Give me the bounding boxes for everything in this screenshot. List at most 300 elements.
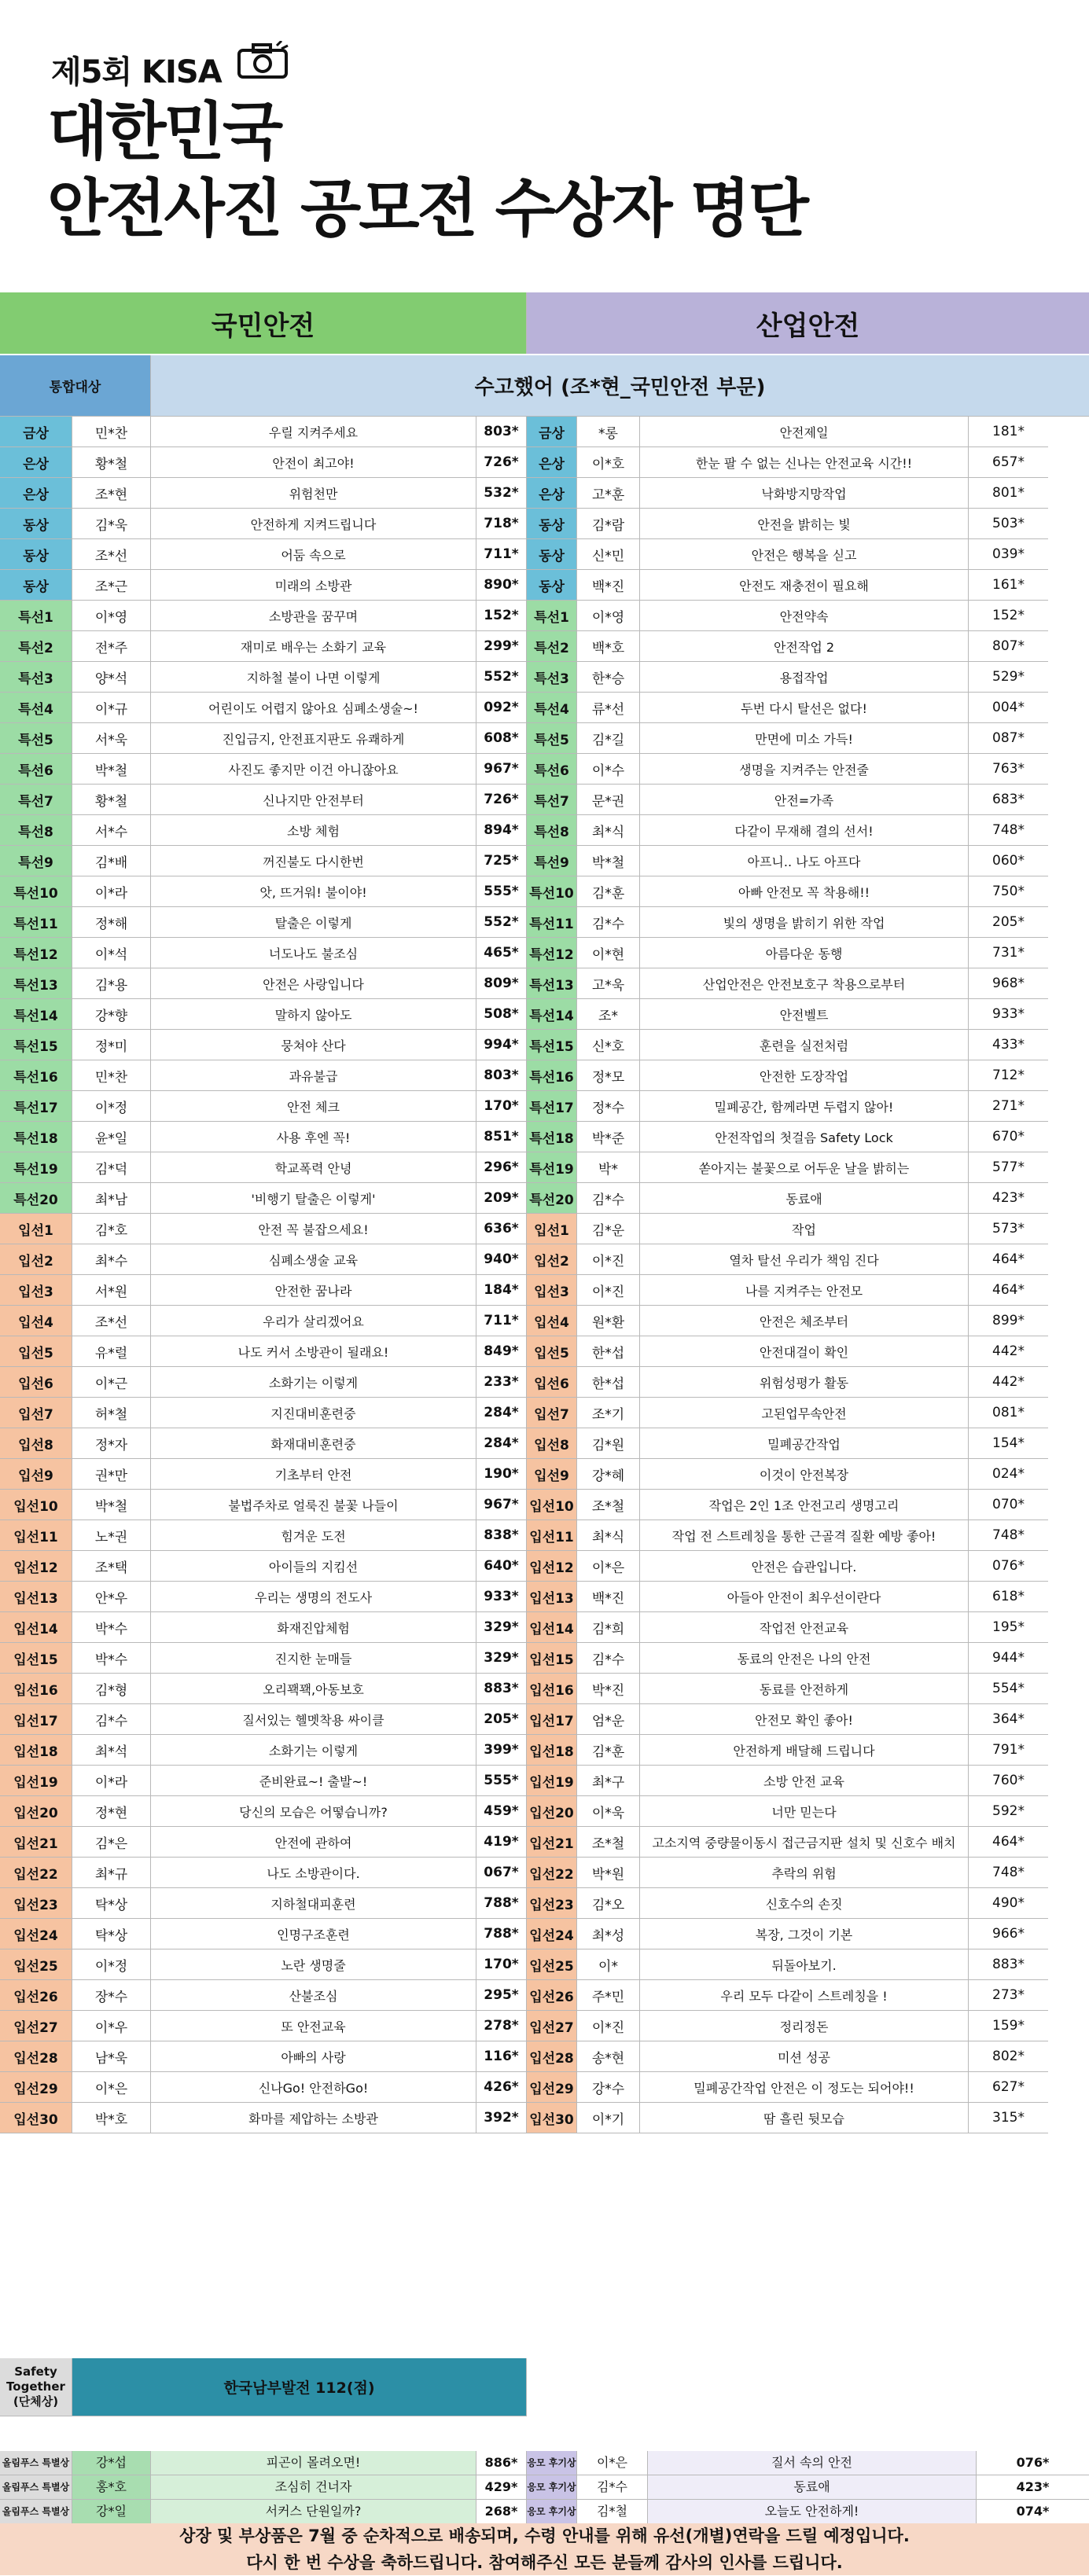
industrial-name-cell: 조*기 [577,1398,640,1428]
civil-name-cell: 김*은 [72,1827,151,1858]
table-row [0,631,1089,662]
civil-title-cell: 화재진압체험 [151,1612,476,1643]
table-row [0,1490,1089,1520]
civil-title-cell: 진입금지, 안전표지판도 유쾌하게 [151,723,476,754]
industrial-title-cell: 고된업무속안전 [640,1398,969,1428]
civil-name-cell: 최*수 [72,1244,151,1275]
table-row [0,1398,1089,1428]
civil-phone-cell: 170* [476,1091,527,1122]
civil-name-cell: 권*만 [72,1459,151,1490]
industrial-award-cell: 특선19 [527,1152,577,1183]
industrial-award-cell: 특선20 [527,1183,577,1214]
industrial-phone-cell: 464* [969,1827,1048,1858]
civil-phone-cell: 608* [476,723,527,754]
civil-title-cell: 안전 꼭 불잡으세요! [151,1214,476,1244]
industrial-title-cell: 아름다운 동행 [640,938,969,968]
civil-award-cell: 특선10 [0,876,72,907]
industrial-name-cell: 최*구 [577,1766,640,1796]
olympus-award-cell: 올림푸스 특별상 [0,2451,72,2475]
civil-title-cell: 화재대비훈련중 [151,1428,476,1459]
table-row [0,1796,1089,1827]
industrial-award-cell: 입선11 [527,1520,577,1551]
civil-title-cell: 심폐소생술 교육 [151,1244,476,1275]
civil-name-cell: 박*수 [72,1643,151,1674]
industrial-award-cell: 입선6 [527,1367,577,1398]
table-row [0,1306,1089,1336]
industrial-phone-cell: 657* [969,447,1048,478]
civil-phone-cell: 552* [476,907,527,938]
civil-name-cell: 정*미 [72,1030,151,1060]
civil-phone-cell: 967* [476,1490,527,1520]
civil-award-cell: 입선5 [0,1336,72,1367]
civil-award-cell: 특선1 [0,601,72,631]
industrial-name-cell: 강*혜 [577,1459,640,1490]
civil-phone-cell: 295* [476,1980,527,2011]
industrial-name-cell: 김*수 [577,1183,640,1214]
civil-phone-cell: 419* [476,1827,527,1858]
industrial-title-cell: 아프니.. 나도 아프다 [640,846,969,876]
civil-name-cell: 양*석 [72,662,151,693]
civil-award-cell: 특선20 [0,1183,72,1214]
industrial-award-cell: 특선4 [527,693,577,723]
civil-award-cell: 특선6 [0,754,72,785]
civil-phone-cell: 849* [476,1336,527,1367]
civil-name-cell: 전*주 [72,631,151,662]
industrial-phone-cell: 060* [969,846,1048,876]
civil-title-cell: 어둠 속으로 [151,539,476,570]
civil-phone-cell: 555* [476,1766,527,1796]
civil-name-cell: 최*석 [72,1735,151,1766]
industrial-award-cell: 입선26 [527,1980,577,2011]
industrial-title-cell: 밀폐공간작업 [640,1428,969,1459]
industrial-title-cell: 정리정돈 [640,2011,969,2041]
review-title-cell: 질서 속의 안전 [648,2451,977,2475]
industrial-title-cell: 밀폐공간작업 안전은 이 정도는 되어야!! [640,2072,969,2103]
civil-name-cell: 조*현 [72,478,151,509]
civil-phone-cell: 640* [476,1551,527,1582]
civil-title-cell: 불법주차로 얼룩진 불꽃 나들이 [151,1490,476,1520]
industrial-name-cell: 최*성 [577,1919,640,1949]
table-row [0,1122,1089,1152]
industrial-award-cell: 입선29 [527,2072,577,2103]
industrial-name-cell: 이*호 [577,447,640,478]
industrial-title-cell: 낙화방지망작업 [640,478,969,509]
civil-name-cell: 최*남 [72,1183,151,1214]
industrial-phone-cell: 195* [969,1612,1048,1643]
industrial-name-cell: 이*현 [577,938,640,968]
olympus-phone-cell: 268* [476,2500,527,2524]
special-award-table [0,2451,1089,2524]
industrial-award-cell: 입선20 [527,1796,577,1827]
industrial-name-cell: 엄*운 [577,1704,640,1735]
civil-phone-cell: 726* [476,785,527,815]
table-row [0,1152,1089,1183]
industrial-phone-cell: 273* [969,1980,1048,2011]
civil-name-cell: 이*규 [72,693,151,723]
civil-title-cell: 안전한 꿈나라 [151,1275,476,1306]
industrial-name-cell: 강*수 [577,2072,640,2103]
civil-name-cell: 탁*상 [72,1919,151,1949]
civil-award-cell: 특선18 [0,1122,72,1152]
category-industrial: 산업안전 [527,292,1089,354]
industrial-title-cell: 안전=가족 [640,785,969,815]
civil-name-cell: 조*택 [72,1551,151,1582]
industrial-title-cell: 미션 성공 [640,2041,969,2072]
civil-phone-cell: 399* [476,1735,527,1766]
industrial-phone-cell: 271* [969,1091,1048,1122]
civil-name-cell: 탁*상 [72,1888,151,1919]
industrial-phone-cell: 968* [969,968,1048,999]
industrial-phone-cell: 070* [969,1490,1048,1520]
industrial-award-cell: 은상 [527,447,577,478]
table-row [0,693,1089,723]
industrial-phone-cell: 883* [969,1949,1048,1980]
review-phone-cell: 076* [977,2451,1089,2475]
civil-award-cell: 특선17 [0,1091,72,1122]
table-row [0,539,1089,570]
industrial-phone-cell: 763* [969,754,1048,785]
civil-phone-cell: 426* [476,2072,527,2103]
review-title-cell: 오늘도 안전하게! [648,2500,977,2524]
civil-name-cell: 김*호 [72,1214,151,1244]
industrial-phone-cell: 748* [969,1520,1048,1551]
civil-award-cell: 입선11 [0,1520,72,1551]
review-award-cell: 응모 후기상 [527,2475,577,2500]
industrial-name-cell: 김*훈 [577,876,640,907]
industrial-title-cell: 안전모 확인 좋아! [640,1704,969,1735]
industrial-award-cell: 입선2 [527,1244,577,1275]
civil-name-cell: 박*철 [72,1490,151,1520]
civil-phone-cell: 803* [476,417,527,447]
industrial-award-cell: 입선25 [527,1949,577,1980]
industrial-name-cell: 이*영 [577,601,640,631]
civil-phone-cell: 233* [476,1367,527,1398]
industrial-award-cell: 입선12 [527,1551,577,1582]
civil-phone-cell: 894* [476,815,527,846]
olympus-title-cell: 조심히 건너자 [151,2475,476,2500]
civil-name-cell: 박*호 [72,2103,151,2133]
table-row [0,1060,1089,1091]
grand-prize-title: 수고했어 (조*현_국민안전 부문) [151,355,1089,417]
civil-title-cell: 기초부터 안전 [151,1459,476,1490]
civil-name-cell: 조*근 [72,570,151,601]
civil-title-cell: 소방 체험 [151,815,476,846]
table-row [0,1459,1089,1490]
industrial-award-cell: 입선14 [527,1612,577,1643]
civil-name-cell: 강*향 [72,999,151,1030]
industrial-phone-cell: 004* [969,693,1048,723]
civil-name-cell: 이*석 [72,938,151,968]
industrial-name-cell: 최*식 [577,815,640,846]
civil-award-cell: 입선23 [0,1888,72,1919]
civil-phone-cell: 152* [476,601,527,631]
industrial-title-cell: 안전은 습관입니다. [640,1551,969,1582]
olympus-phone-cell: 429* [476,2475,527,2500]
civil-award-cell: 입선1 [0,1214,72,1244]
civil-phone-cell: 890* [476,570,527,601]
table-row [0,1980,1089,2011]
industrial-phone-cell: 442* [969,1367,1048,1398]
table-row [0,876,1089,907]
industrial-title-cell: 신호수의 손짓 [640,1888,969,1919]
industrial-title-cell: 안전은 행복을 싣고 [640,539,969,570]
industrial-phone-cell: 554* [969,1674,1048,1704]
table-row [0,754,1089,785]
title-line-1: 대한민국 [47,95,281,168]
civil-title-cell: 너도나도 불조심 [151,938,476,968]
civil-phone-cell: 465* [476,938,527,968]
civil-title-cell: 탈출은 이렇게 [151,907,476,938]
civil-award-cell: 특선12 [0,938,72,968]
industrial-phone-cell: 024* [969,1459,1048,1490]
industrial-phone-cell: 087* [969,723,1048,754]
civil-award-cell: 특선2 [0,631,72,662]
industrial-title-cell: 안전작업 2 [640,631,969,662]
civil-title-cell: 화마를 제압하는 소방관 [151,2103,476,2133]
civil-award-cell: 입선27 [0,2011,72,2041]
industrial-award-cell: 은상 [527,478,577,509]
civil-title-cell: 안전은 사랑입니다 [151,968,476,999]
camera-icon [236,41,291,80]
industrial-award-cell: 특선8 [527,815,577,846]
civil-title-cell: 지진대비훈련중 [151,1398,476,1428]
industrial-award-cell: 입선7 [527,1398,577,1428]
table-row [0,1643,1089,1674]
civil-name-cell: 김*덕 [72,1152,151,1183]
civil-name-cell: 민*찬 [72,1060,151,1091]
industrial-phone-cell: 442* [969,1336,1048,1367]
industrial-phone-cell: 433* [969,1030,1048,1060]
civil-phone-cell: 636* [476,1214,527,1244]
industrial-name-cell: 김*람 [577,509,640,539]
table-row [0,509,1089,539]
civil-award-cell: 입선19 [0,1766,72,1796]
industrial-title-cell: 작업 전 스트레칭을 통한 근골격 질환 예방 좋아! [640,1520,969,1551]
civil-award-cell: 입선7 [0,1398,72,1428]
table-row [0,478,1089,509]
table-row [0,1244,1089,1275]
industrial-phone-cell: 933* [969,999,1048,1030]
industrial-title-cell: 안전한 도장작업 [640,1060,969,1091]
industrial-name-cell: 원*환 [577,1306,640,1336]
civil-phone-cell: 788* [476,1919,527,1949]
industrial-name-cell: 주*민 [577,1980,640,2011]
industrial-award-cell: 특선2 [527,631,577,662]
table-row [0,938,1089,968]
civil-title-cell: 노란 생명줄 [151,1949,476,1980]
civil-award-cell: 입선15 [0,1643,72,1674]
industrial-name-cell: 한*섭 [577,1336,640,1367]
civil-award-cell: 특선8 [0,815,72,846]
olympus-award-cell: 올림푸스 특별상 [0,2500,72,2524]
category-civil: 국민안전 [0,292,527,354]
table-row [0,846,1089,876]
civil-name-cell: 안*우 [72,1582,151,1612]
industrial-name-cell: 김*원 [577,1428,640,1459]
industrial-title-cell: 안전하게 배달해 드립니다 [640,1735,969,1766]
civil-name-cell: 장*수 [72,1980,151,2011]
industrial-award-cell: 특선15 [527,1030,577,1060]
civil-name-cell: 최*규 [72,1858,151,1888]
table-row [0,2041,1089,2072]
industrial-title-cell: 동료의 안전은 나의 안전 [640,1643,969,1674]
industrial-award-cell: 입선1 [527,1214,577,1244]
industrial-award-cell: 입선8 [527,1428,577,1459]
industrial-title-cell: 쏟아지는 불꽃으로 어두운 날을 밝히는 [640,1152,969,1183]
industrial-title-cell: 이것이 안전복장 [640,1459,969,1490]
civil-title-cell: 안전 체크 [151,1091,476,1122]
special-award-row [0,2500,1089,2524]
civil-title-cell: 우리가 살리겠어요 [151,1306,476,1336]
civil-title-cell: 오리꽥꽥,아동보호 [151,1674,476,1704]
table-row [0,1766,1089,1796]
civil-phone-cell: 092* [476,693,527,723]
civil-title-cell: 학교폭력 안녕 [151,1152,476,1183]
industrial-phone-cell: 750* [969,876,1048,907]
civil-award-cell: 입선26 [0,1980,72,2011]
industrial-phone-cell: 039* [969,539,1048,570]
industrial-name-cell: 김*길 [577,723,640,754]
civil-name-cell: 이*라 [72,876,151,907]
industrial-title-cell: 두번 다시 탈선은 없다! [640,693,969,723]
civil-title-cell: 질서있는 헬멧착용 싸이클 [151,1704,476,1735]
civil-title-cell: 진지한 눈매들 [151,1643,476,1674]
industrial-award-cell: 입선24 [527,1919,577,1949]
industrial-name-cell: 조*철 [577,1490,640,1520]
table-row [0,1367,1089,1398]
grand-prize-label: 통합대상 [0,355,151,417]
table-row [0,1091,1089,1122]
civil-award-cell: 입선16 [0,1674,72,1704]
industrial-award-cell: 입선30 [527,2103,577,2133]
industrial-name-cell: 이*진 [577,1275,640,1306]
industrial-name-cell: 백*호 [577,631,640,662]
civil-title-cell: 사용 후엔 꼭! [151,1122,476,1152]
industrial-name-cell: 김*희 [577,1612,640,1643]
industrial-phone-cell: 966* [969,1919,1048,1949]
industrial-title-cell: 작업 [640,1214,969,1244]
civil-title-cell: 재미로 배우는 소화기 교육 [151,631,476,662]
industrial-award-cell: 입선16 [527,1674,577,1704]
industrial-award-cell: 입선13 [527,1582,577,1612]
industrial-title-cell: 나를 지켜주는 안전모 [640,1275,969,1306]
industrial-title-cell: 산업안전은 안전보호구 착용으로부터 [640,968,969,999]
civil-award-cell: 입선28 [0,2041,72,2072]
civil-title-cell: 뭉쳐야 산다 [151,1030,476,1060]
civil-award-cell: 입선14 [0,1612,72,1643]
civil-award-cell: 동상 [0,570,72,601]
industrial-title-cell: 동료를 안전하게 [640,1674,969,1704]
industrial-title-cell: 훈련을 실전처럼 [640,1030,969,1060]
olympus-title-cell: 피곤이 몰려오면! [151,2451,476,2475]
industrial-award-cell: 특선5 [527,723,577,754]
civil-title-cell: 앗, 뜨거워! 불이야! [151,876,476,907]
industrial-title-cell: 안전은 체조부터 [640,1306,969,1336]
industrial-phone-cell: 627* [969,2072,1048,2103]
civil-name-cell: 김*용 [72,968,151,999]
table-row [0,1336,1089,1367]
table-row [0,2011,1089,2041]
civil-name-cell: 민*찬 [72,417,151,447]
civil-phone-cell: 838* [476,1520,527,1551]
civil-title-cell: 위험천만 [151,478,476,509]
industrial-phone-cell: 573* [969,1214,1048,1244]
civil-award-cell: 입선30 [0,2103,72,2133]
industrial-phone-cell: 159* [969,2011,1048,2041]
civil-phone-cell: 726* [476,447,527,478]
civil-award-cell: 입선4 [0,1306,72,1336]
industrial-phone-cell: 464* [969,1244,1048,1275]
civil-name-cell: 윤*일 [72,1122,151,1152]
industrial-award-cell: 특선9 [527,846,577,876]
industrial-name-cell: 신*민 [577,539,640,570]
review-name-cell: 김*수 [577,2475,648,2500]
civil-award-cell: 입선2 [0,1244,72,1275]
civil-phone-cell: 725* [476,846,527,876]
civil-name-cell: 정*해 [72,907,151,938]
civil-award-cell: 금상 [0,417,72,447]
industrial-phone-cell: 154* [969,1428,1048,1459]
civil-award-cell: 특선11 [0,907,72,938]
civil-name-cell: 김*형 [72,1674,151,1704]
civil-phone-cell: 555* [476,876,527,907]
civil-title-cell: 아이들의 지킴선 [151,1551,476,1582]
table-row [0,968,1089,999]
civil-name-cell: 정*현 [72,1796,151,1827]
civil-phone-cell: 508* [476,999,527,1030]
civil-title-cell: 소화기는 이렇게 [151,1367,476,1398]
table-row [0,1520,1089,1551]
industrial-title-cell: 생명을 지켜주는 안전줄 [640,754,969,785]
review-name-cell: 이*은 [577,2451,648,2475]
industrial-phone-cell: 152* [969,601,1048,631]
industrial-award-cell: 특선11 [527,907,577,938]
civil-name-cell: 이*정 [72,1949,151,1980]
industrial-title-cell: 한눈 팔 수 없는 신나는 안전교육 시간!! [640,447,969,478]
industrial-name-cell: 조*철 [577,1827,640,1858]
table-row [0,907,1089,938]
industrial-name-cell: 이*수 [577,754,640,785]
industrial-phone-cell: 899* [969,1306,1048,1336]
industrial-name-cell: 이*진 [577,1244,640,1275]
industrial-title-cell: 작업은 2인 1조 안전고리 생명고리 [640,1490,969,1520]
industrial-name-cell: 송*현 [577,2041,640,2072]
industrial-phone-cell: 503* [969,509,1048,539]
industrial-title-cell: 동료애 [640,1183,969,1214]
notice-line-1: 상장 및 부상품은 7월 중 순차적으로 배송되며, 수령 안내를 위해 유선(개별)연락을 드릴 예정입니다. [179,2526,910,2545]
industrial-name-cell: 정*모 [577,1060,640,1091]
safety-label: Safety Together (단체상) [0,2358,72,2416]
civil-phone-cell: 205* [476,1704,527,1735]
industrial-phone-cell: 577* [969,1152,1048,1183]
olympus-name-cell: 홍*호 [72,2475,151,2500]
civil-name-cell: 이*정 [72,1091,151,1122]
industrial-name-cell: 문*권 [577,785,640,815]
civil-phone-cell: 718* [476,509,527,539]
civil-phone-cell: 299* [476,631,527,662]
civil-phone-cell: 190* [476,1459,527,1490]
industrial-phone-cell: 791* [969,1735,1048,1766]
industrial-title-cell: 안전제일 [640,417,969,447]
civil-phone-cell: 933* [476,1582,527,1612]
industrial-phone-cell: 748* [969,1858,1048,1888]
industrial-award-cell: 특선13 [527,968,577,999]
industrial-award-cell: 동상 [527,509,577,539]
industrial-name-cell: 백*진 [577,570,640,601]
civil-name-cell: 김*배 [72,846,151,876]
industrial-title-cell: 위험성평가 활동 [640,1367,969,1398]
civil-award-cell: 입선17 [0,1704,72,1735]
